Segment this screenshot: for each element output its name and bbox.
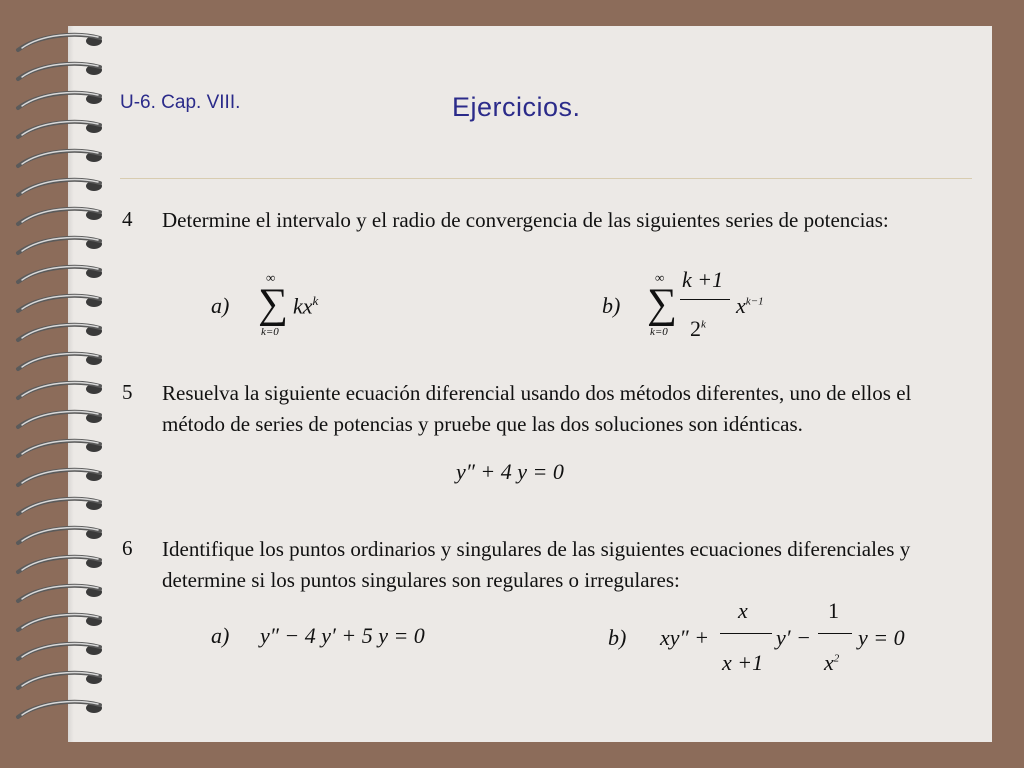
header-divider [120,178,972,179]
exercise-4b-sigma: ∑ [647,281,677,327]
exercise-6a-equation: y″ − 4 y′ + 5 y = 0 [260,623,425,648]
exercise-4b-upper-limit: ∞ [655,270,665,285]
exercise-4-text: Determine el intervalo y el radio de convergencia de las siguientes series de potencias: [162,208,889,232]
exercise-4b-fraction-bar [680,299,730,300]
exercise-4b-denominator: 2$^k$ [690,316,706,341]
exercise-4a-sigma: ∑ [258,281,288,327]
exercise-4a-lower-limit: k=0 [261,326,279,338]
exercise-4b-label: b) [602,293,621,318]
exercise-6b-middle-term: y′ − [776,625,811,650]
exercise-6b-fraction1-numerator: x [738,598,748,623]
exercise-6b-label: b) [608,625,627,650]
spiral-binding-icon [0,0,120,768]
exercise-6b-fraction2-bar [818,633,852,634]
exercise-5-number: 5 [122,380,133,404]
exercise-4b-lower-limit: k=0 [650,326,668,338]
page-title: Ejercicios. [452,92,581,122]
exercise-4a-label: a) [211,293,230,318]
exercise-6b-tail: y = 0 [858,625,905,650]
exercise-6a-label: a) [211,623,230,648]
exercise-5-text: Resuelva la siguiente ecuación diferencial usando dos métodos diferentes, uno de ellos el método de series de potencias y pruebe que las dos soluciones son idénticas. [162,381,912,436]
exercise-6b-fraction2-denominator: $x^2$ [824,650,840,675]
exercise-4-number: 4 [122,207,133,231]
section-label: U-6. Cap. VIII. [120,92,241,113]
exercise-6b-lead-term: xy″ + [660,625,710,650]
exercise-6b-fraction1-denominator: x +1 [722,650,764,675]
exercise-6-text: Identifique los puntos ordinarios y singulares de las siguientes ecuaciones diferenciales y determine si los puntos singulares son regulares o irregulares: [162,537,911,592]
exercise-4b-numerator: k +1 [682,267,724,292]
exercise-6-number: 6 [122,536,133,560]
exercise-6b-fraction2-numerator: 1 [828,598,839,623]
exercise-5-equation: y″ + 4 y = 0 [456,459,564,484]
exercise-4b-variable: $x^{k-1}$ [736,293,764,318]
exercise-6b-fraction1-bar [720,633,772,634]
exercise-4a-upper-limit: ∞ [266,270,276,285]
exercise-4a-term: $kx^k$ [293,293,319,319]
